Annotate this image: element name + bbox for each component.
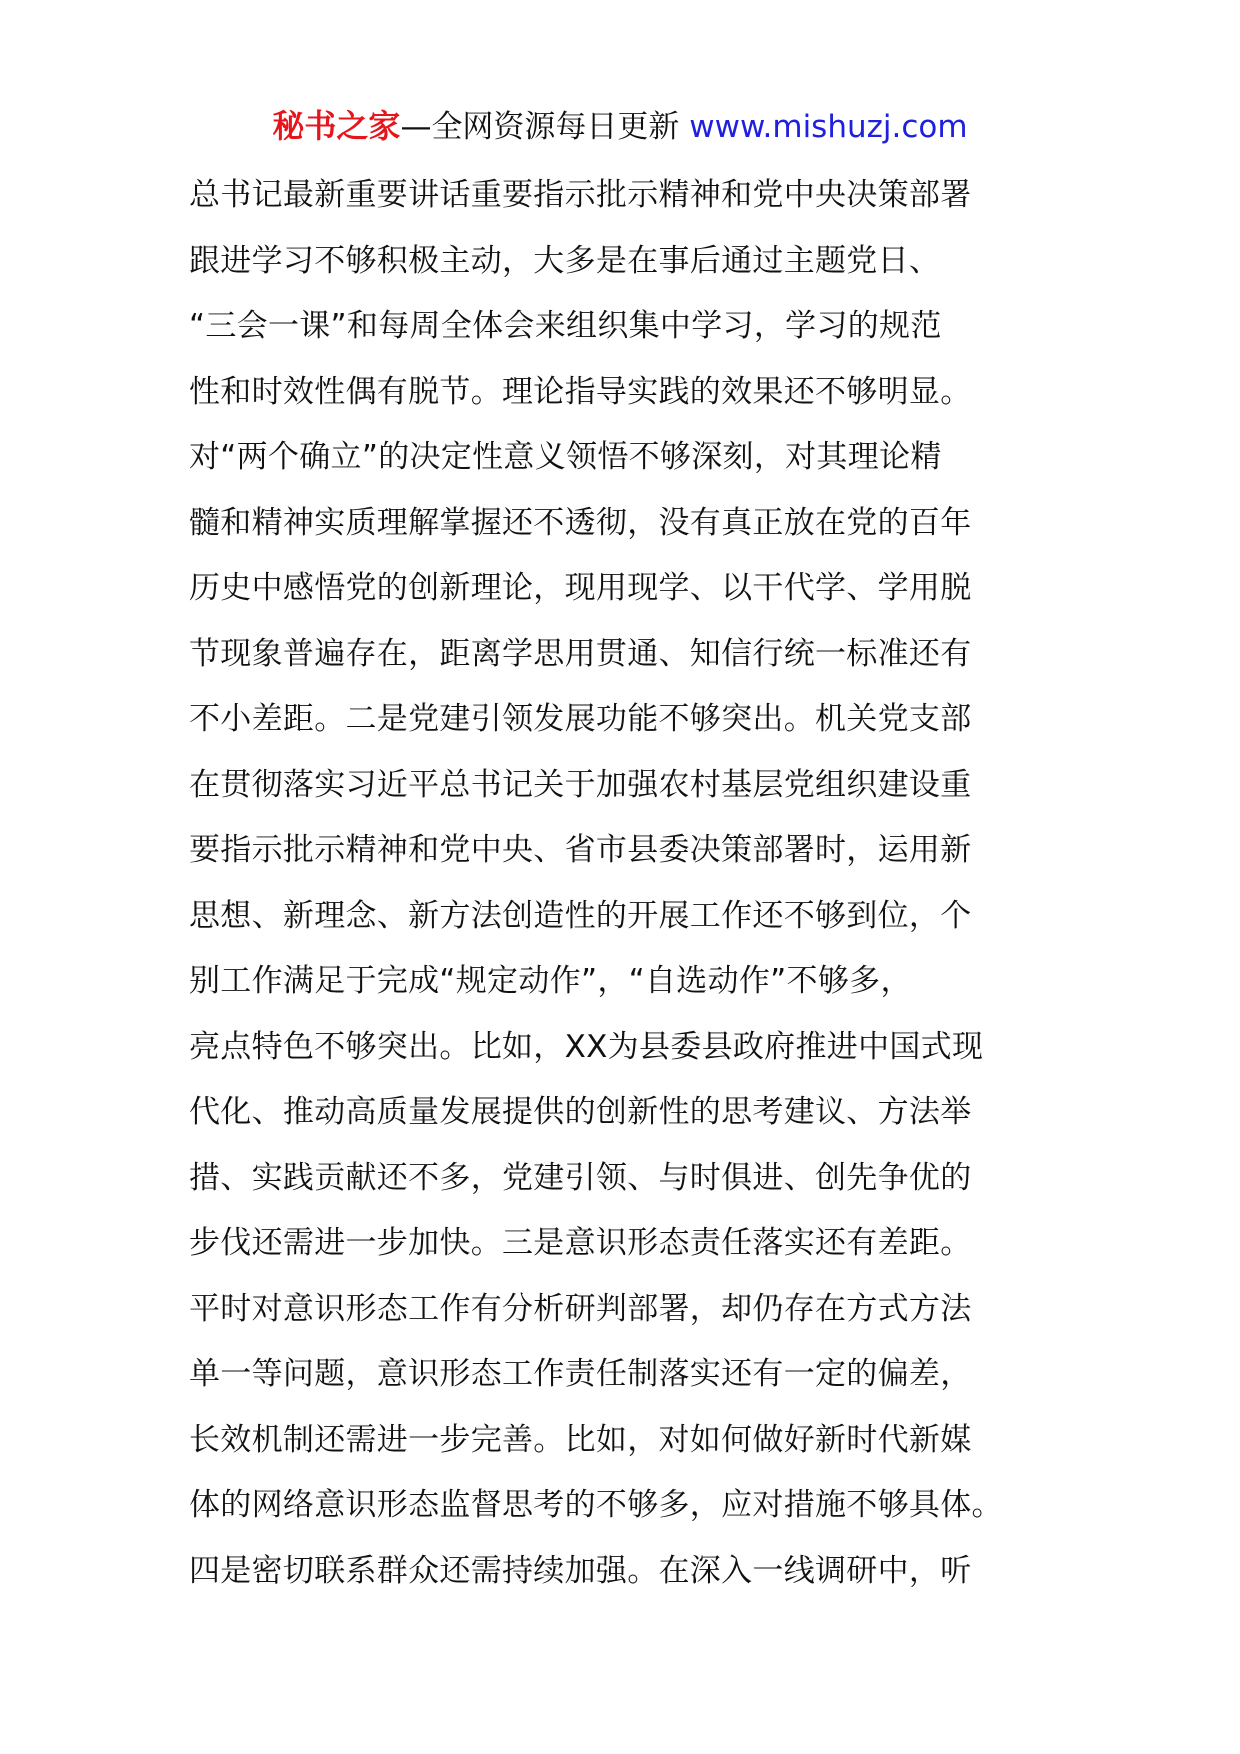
text-line: 不小差距。二是党建引领发展功能不够突出。机关党支部 xyxy=(189,701,972,737)
text-line: 长效机制还需进一步完善。比如，对如何做好新时代新媒 xyxy=(189,1421,972,1458)
text-line: 跟进学习不够积极主动，大多是在事后通过主题党日、 xyxy=(189,242,941,279)
text-line: 单一等问题，意识形态工作责任制落实还有一定的偏差， xyxy=(189,1356,972,1392)
page-header xyxy=(0,98,1240,155)
site-url-link[interactable]: www.mishuzj.com xyxy=(689,109,968,145)
text-line: 对“两个确立”的决定性意义领悟不够深刻，对其理论精 xyxy=(189,439,942,475)
text-line: 代化、推动高质量发展提供的创新性的思考建议、方法举 xyxy=(189,1094,972,1130)
text-line: 在贯彻落实习近平总书记关于加强农村基层党组织建设重 xyxy=(189,766,972,803)
text-line: 性和时效性偶有脱节。理论指导实践的效果还不够明显。 xyxy=(189,373,972,410)
document-body xyxy=(189,163,1089,1604)
text-line: 髓和精神实质理解掌握还不透彻，没有真正放在党的百年 xyxy=(189,504,972,541)
text-line: 要指示批示精神和党中央、省市县委决策部署时，运用新 xyxy=(189,832,972,868)
text-line: 体的网络意识形态监督思考的不够多，应对措施不够具体。 xyxy=(189,1487,1003,1523)
text-line: 四是密切联系群众还需持续加强。在深入一线调研中，听 xyxy=(189,1552,972,1589)
brand-name: 秘书之家 xyxy=(272,107,401,145)
text-line: “三会一课”和每周全体会来组织集中学习，学习的规范 xyxy=(189,308,942,344)
header-tagline: —全网资源每日更新 xyxy=(400,109,690,145)
text-line: 总书记最新重要讲话重要指示批示精神和党中央决策部署 xyxy=(189,177,972,213)
text-line: 亮点特色不够突出。比如，XX为县委县政府推进中国式现 xyxy=(189,1028,984,1065)
text-line: 步伐还需进一步加快。三是意识形态责任落实还有差距。 xyxy=(189,1225,972,1261)
text-line: 思想、新理念、新方法创造性的开展工作还不够到位，个 xyxy=(189,897,972,934)
text-line: 别工作满足于完成“规定动作”，“自选动作”不够多， xyxy=(189,963,912,999)
text-line: 平时对意识形态工作有分析研判部署，却仍存在方式方法 xyxy=(189,1290,972,1327)
text-line: 节现象普遍存在，距离学思用贯通、知信行统一标准还有 xyxy=(189,635,972,672)
text-line: 措、实践贡献还不多，党建引领、与时俱进、创先争优的 xyxy=(189,1159,972,1196)
text-line: 历史中感悟党的创新理论，现用现学、以干代学、学用脱 xyxy=(189,570,972,606)
